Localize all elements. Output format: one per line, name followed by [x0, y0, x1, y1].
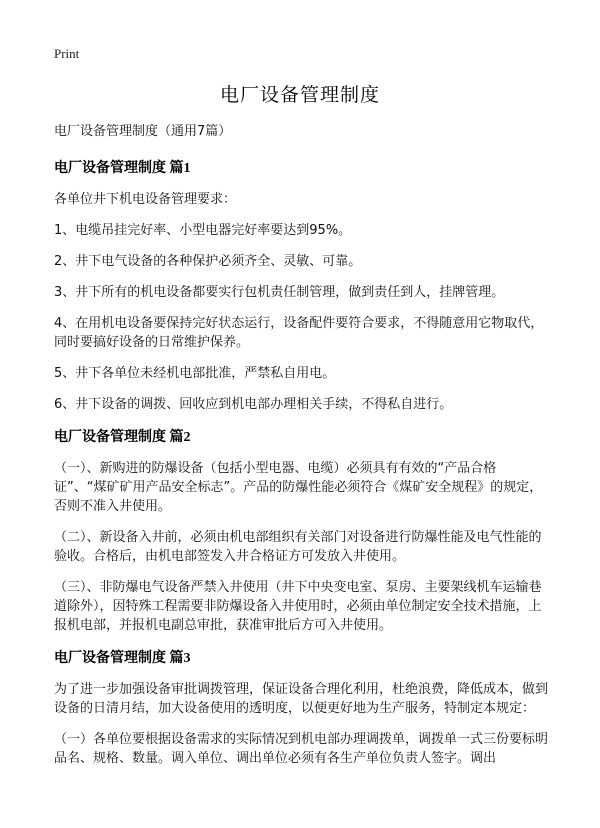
paragraph: （三）、非防爆电气设备严禁入井使用（井下中央变电室、泵房、主要架线机车运输巷道除外），因特殊工程需要非防爆设备入井使用时，必须由单位制定安全技术措施，上报机电部，并报机电副总审批，获准审批后方可入井使用。 — [54, 580, 542, 633]
paragraph: 3、井下所有的机电设备都要实行包机责任制管理，做到责任到人，挂牌管理。 — [54, 285, 505, 300]
print-label: Print — [54, 46, 80, 61]
paragraph: 6、井下设备的调拨、回收应到机电部办理相关手续，不得私自进行。 — [54, 397, 453, 412]
paragraph: （一）各单位要根据设备需求的实际情况到机电部办理调拨单，调拨单一式三份要标明品名、规格、数量。调入单位、调出单位必须有各生产单位负责人签字。调出 — [54, 732, 549, 766]
paragraph: 2、井下电气设备的各种保护必须齐全、灵敏、可靠。 — [54, 254, 362, 269]
paragraph: 5、井下各单位未经机电部批准，严禁私自用电。 — [54, 366, 336, 381]
paragraph: 1、电缆吊挂完好率、小型电器完好率要达到95%。 — [54, 223, 352, 238]
paragraph: 各单位井下机电设备管理要求： — [54, 192, 237, 207]
document-body — [54, 122, 548, 780]
section-1 — [54, 157, 548, 414]
paragraph: （一）、新购进的防爆设备（包括小型电器、电缆）必须具有有效的“产品合格证”、“煤矿矿用产品安全标志”。产品的防爆性能必须符合《煤矿安全规程》的规定，否则不准入井使用。 — [54, 461, 543, 514]
section-heading: 电厂设备管理制度 篇3 — [54, 651, 191, 666]
page-title: 电厂设备管理制度 — [219, 84, 380, 106]
section-heading: 电厂设备管理制度 篇2 — [54, 430, 191, 445]
paragraph: （二）、新设备入井前，必须由机电部组织有关部门对设备进行防爆性能及电气性能的验收。合格后，由机电部签发入井合格证方可发放入井使用。 — [54, 530, 542, 564]
paragraph: 为了进一步加强设备审批调拨管理，保证设备合理化利用，杜绝浪费，降低成本，做到设备的日清月结，加大设备使用的透明度，以便更好地为生产服务，特制定本规定： — [54, 682, 549, 716]
section-2 — [54, 426, 548, 635]
document-subtitle: 电厂设备管理制度（通用7篇） — [54, 124, 232, 139]
section-3 — [54, 647, 548, 768]
paragraph: 4、在用机电设备要保持完好状态运行，设备配件要符合要求，不得随意用它物取代，同时要搞好设备的日常维护保养。 — [54, 316, 544, 350]
section-heading: 电厂设备管理制度 篇1 — [54, 161, 191, 176]
